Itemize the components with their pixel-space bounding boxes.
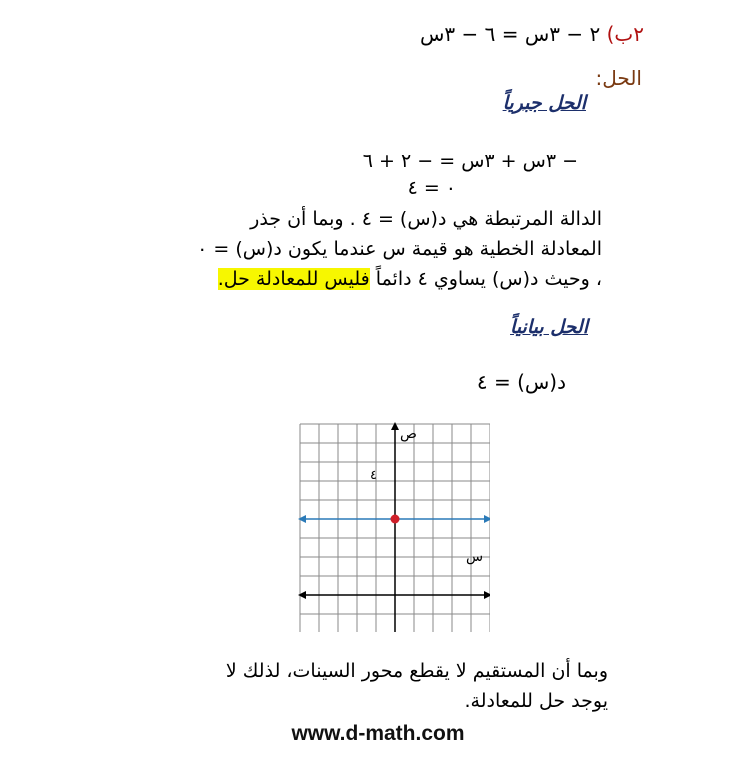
conclusion-line-2: يوجد حل للمعادلة. [464, 690, 608, 712]
algebraic-equation-step-2: ٠ = ٤ [407, 177, 456, 199]
coordinate-graph [298, 420, 490, 632]
problem-equation: ٢ − ٣س = ٦ − ٣س [419, 22, 601, 46]
solution-label: الحل: [595, 66, 642, 90]
highlighted-conclusion: فليس للمعادلة حل. [217, 268, 370, 290]
explanation-line-3 [197, 264, 602, 294]
explanation-line-1: الدالة المرتبطة هي د(س) = ٤ . وبما أن جذر [250, 208, 602, 230]
website-watermark: www.d-math.com [291, 722, 465, 745]
conclusion-line-1: وبما أن المستقيم لا يقطع محور السينات، لذلك لا [225, 660, 608, 682]
explanation-line-2: المعادلة الخطية هو قيمة س عندما يكون د(س) = ٠ [197, 238, 602, 260]
conclusion-paragraph [226, 656, 608, 716]
function-definition: د(س) = ٤ [476, 370, 566, 394]
y-intercept-point [391, 515, 400, 524]
algebraic-solution-heading: الحل جبرياً [502, 92, 586, 114]
point-value-label: ٤ [370, 468, 377, 483]
x-axis-label: س [466, 549, 484, 565]
problem-label: ٢ب) [606, 22, 644, 46]
y-axis-label: ص [400, 426, 417, 442]
algebraic-equation-step-1: − ٣س + ٣س = − ٢ + ٦ [362, 150, 578, 172]
problem-statement [420, 22, 644, 46]
graphical-solution-heading: الحل بيانياً [510, 316, 588, 338]
explanation-line-3-text: ، وحيث د(س) يساوي ٤ دائماً [369, 268, 602, 290]
explanation-paragraph [197, 204, 602, 294]
